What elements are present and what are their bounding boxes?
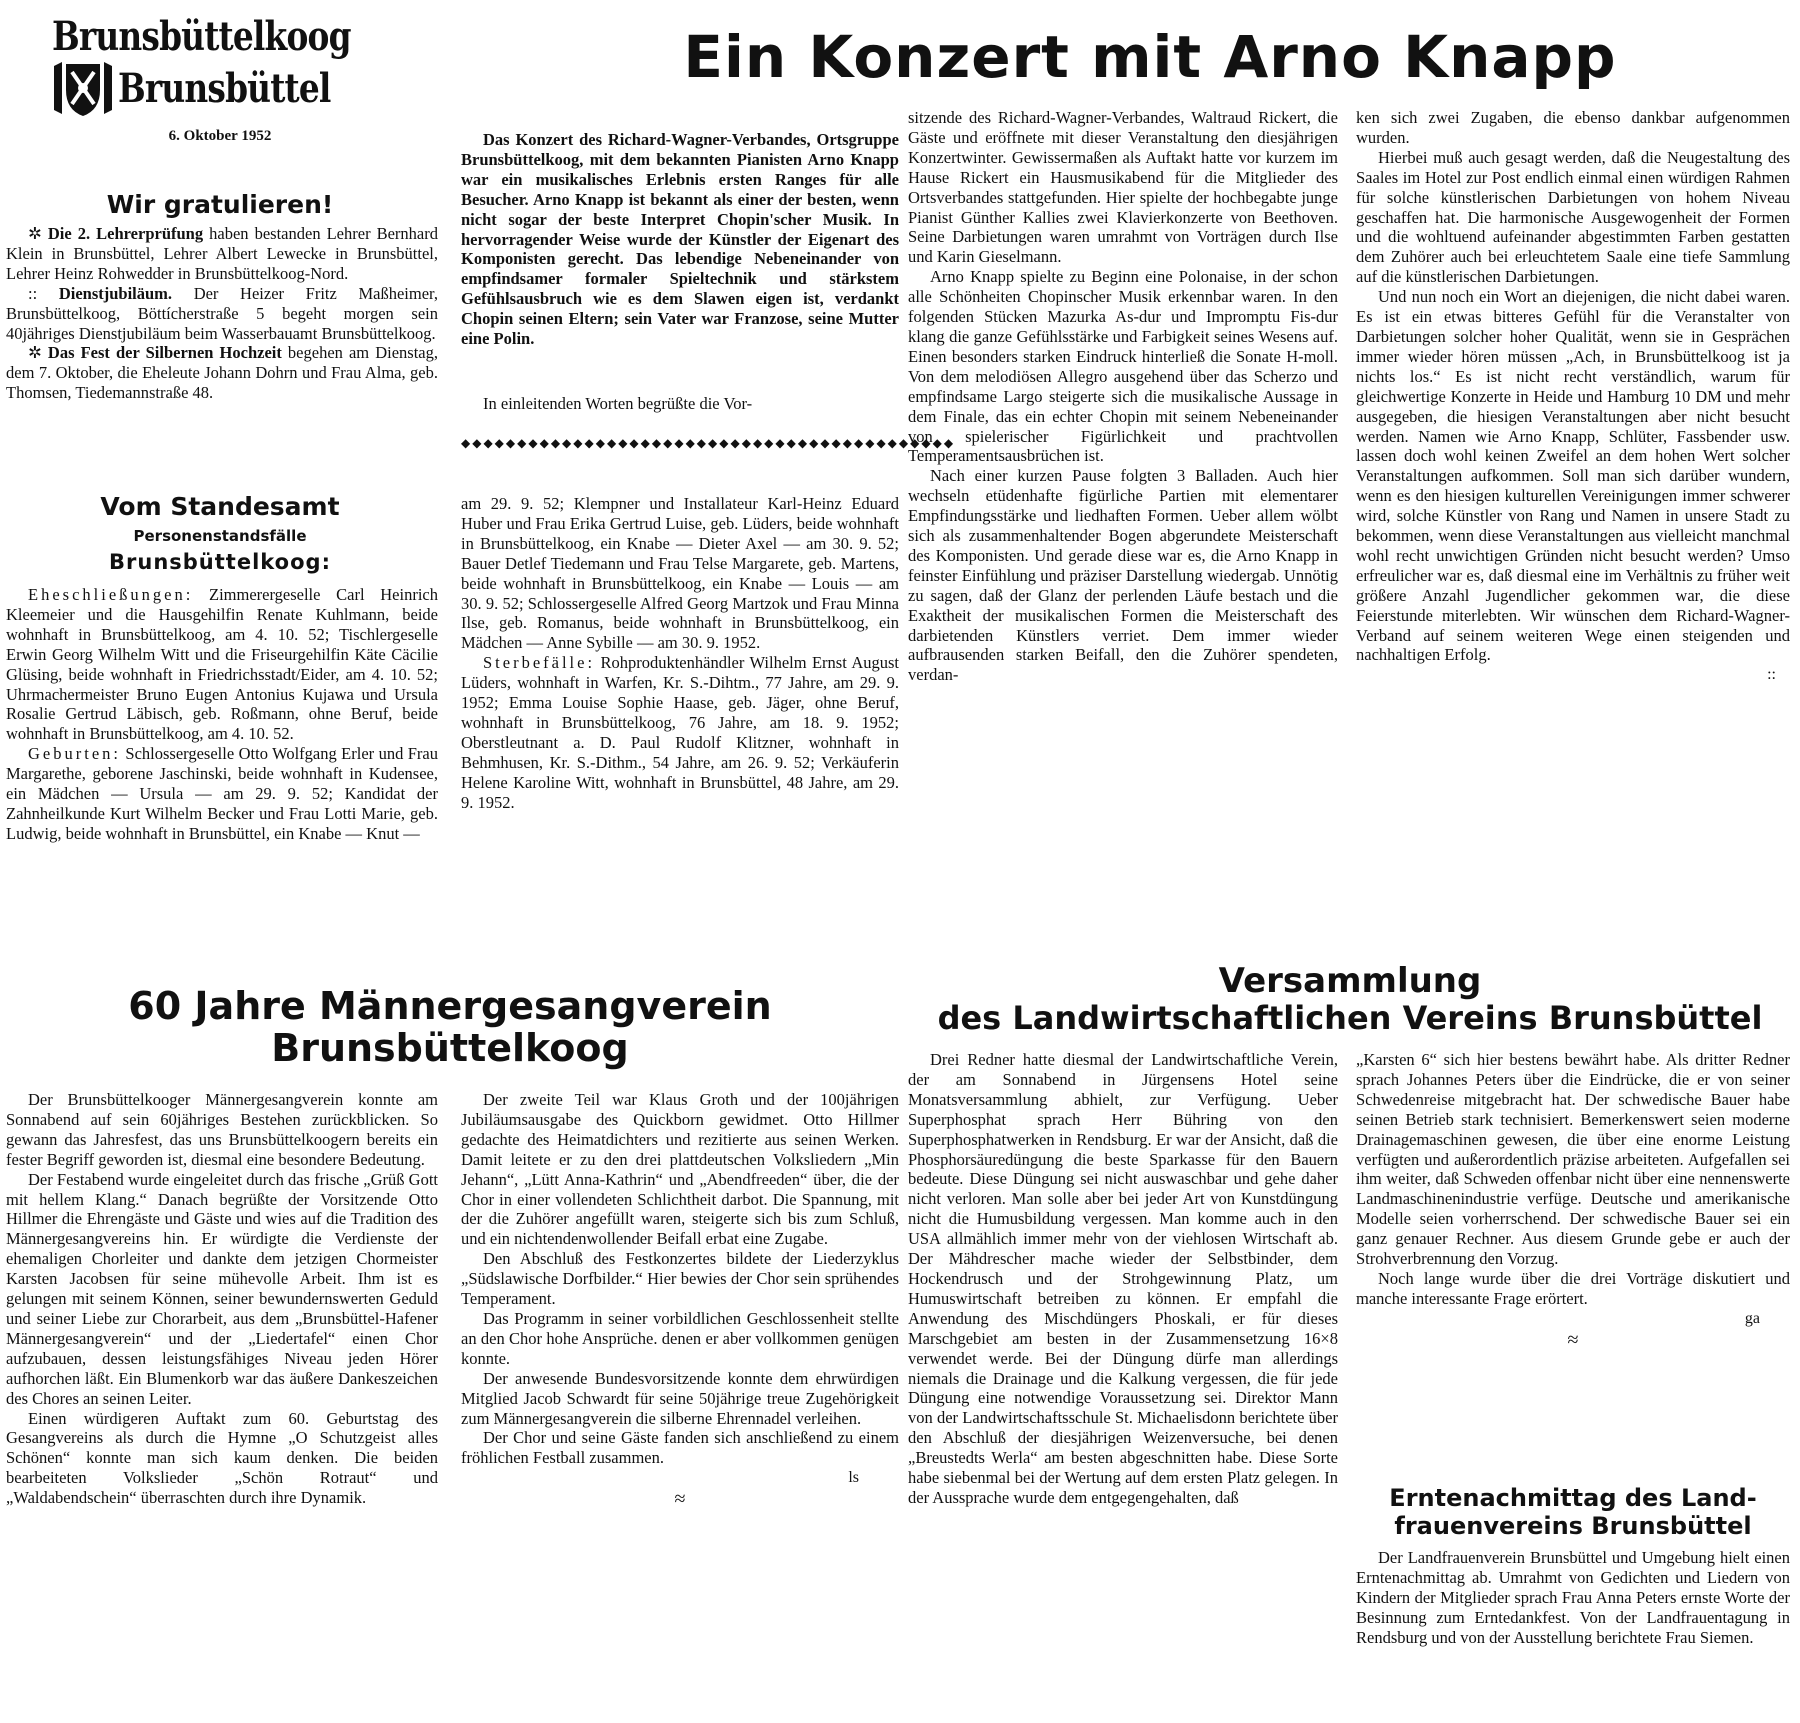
landwirtschaft-col3: [908, 1050, 1338, 1508]
standesamt-entry: Sterbefälle: Rohproduktenhändler Wilhelm Ernst August Lüders, wohnhaft in Warfen, Kr. S.-Dihtm., 77 Jahre, am 29. 9. 1952; Emma Louise Sophie Haase, geb. Jäger, ohne Beruf, wohnhaft in Brunsbüttelkoog, 76 Jahre, am 18. 9. 1952; Oberstleutnant a. D. Paul Rudolf Klitzner, wohnhaft in Behmhusen, Kr. S.-Dithm., 54 Jahre, am 26. 9. 52; Verkäuferin Helene Karoline Witt, wohnhaft in Brunsbüttel, 48 Jahre, am 29. 9. 1952.: [461, 653, 899, 812]
author-signature: ga: [1744, 1309, 1760, 1327]
article-paragraph: Hierbei muß auch gesagt werden, daß die Neugestaltung des Saales im Hotel zur Post endlich einmal einen würdigen Rahmen für solche künstlerischen Darbietungen von hohem Niveau geschaffen hat. Die harmonische Ausgewogenheit der Formen und die wohltuend aufeinander abgestimmten Farben gestatten dem Zuhörer auch bei erleuchtetem Saale eine tiefe Sammlung auf die künstlerischen Darbietungen.: [1356, 147, 1790, 287]
article-paragraph: Der anwesende Bundesvorsitzende konnte dem ehrwürdigen Mitglied Jacob Schwardt für seine 50jährige treue Zugehörigkeit zum Männergesangverein die silberne Ehrennadel verleihen.: [461, 1368, 899, 1428]
article-paragraph: Arno Knapp spielte zu Beginn eine Polonaise, in der schon alle Schönheiten Chopinscher Musik erkennbar waren. In den folgenden Stücken Mazurka As-dur und Impromptu Fis-dur klang die ganze Gefühlsstärke und Farbigkeit seines Wesens auf. Einen besonders starken Eindruck hinterließ die Sonate H-moll. Von dem melodiösen Allegro ausgehend über das Scherzo und empfindsame Largo steigerte sich die musikalische Aussage in dem Finale, das ein echter Chopin mit seinem Nebeneinander von spielerischer Figürlichkeit und prachtvollen Temperamentsausbrüchen ist.: [908, 267, 1338, 466]
headline-line: des Landwirtschaftlichen Vereins Brunsbüttel: [937, 999, 1763, 1037]
article-paragraph: Noch lange wurde über die drei Vorträge diskutiert und manche interessante Frage erörtert.: [1356, 1268, 1790, 1308]
konzert-intro: [461, 130, 899, 349]
author-signature: ls: [848, 1469, 859, 1487]
section-title-standesamt: Vom Standesamt: [100, 492, 340, 521]
article-paragraph: Einen würdigeren Auftakt zum 60. Geburtstag des Gesangvereins als durch die Hymne „O Schutzgeist alles Schönen“ konnte man sich kaum denken. Die beiden bearbeiteten Volkslieder „Schön Rotraut“ und „Waldabendschein“ überraschten durch ihre Dynamik.: [6, 1408, 438, 1508]
article-paragraph: Der Chor und seine Gäste fanden sich anschließend zu einem fröhlichen Festball zusammen.: [461, 1428, 899, 1468]
konzert-col3: [908, 108, 1338, 685]
article-paragraph: ken sich zwei Zugaben, die ebenso dankbar aufgenommen wurden.: [1356, 108, 1790, 147]
headline-konzert: Ein Konzert mit Arno Knapp: [683, 23, 1617, 91]
article-paragraph: Der Festabend wurde eingeleitet durch das frische „Grüß Gott mit hellem Klang.“ Danach begrüßte der Vorsitzende Otto Hillmer die Ehrengäste und Gäste und wies auf die Tradition des Männergesangvereins hin. Er würdigte die Verdienste der ehemaligen Chorleiter und dankte dem jetzigen Chormeister Karsten Jacobsen für seine mühevolle Arbeit. Ihm ist es gelungen mit seinem Können, seiner bewundernswerten Geduld und seiner Liebe zur Chorarbeit, aus dem „Brunsbüttel-Hafener Männergesangverein“ und der „Liedertafel“ einen Chor aufzubauen, dessen leistungsfähiges Niveau jeden Hörer aufhorchen läßt. Ein Blumenkorb war das äußere Dankeszeichen des Chores an seinen Leiter.: [6, 1169, 438, 1408]
standesamt-place: Brunsbüttelkoog:: [109, 550, 331, 574]
headline-line: Brunsbüttelkoog: [271, 1026, 629, 1070]
maennergesang-col2: [461, 1090, 899, 1511]
ornament-divider: ◆◆◆◆◆◆◆◆◆◆◆◆◆◆◆◆◆◆◆◆◆◆◆◆◆◆◆◆◆◆◆◆◆◆◆◆◆◆◆◆◆◆◆◆: [461, 436, 956, 450]
konzert-col2-tail: [461, 394, 899, 414]
headline-line: 60 Jahre Männergesangverein: [128, 984, 772, 1028]
landfrauen-body: [1356, 1548, 1790, 1648]
gratulation-item: ✲ Das Fest der Silbernen Hochzeit begehen am Dienstag, dem 7. Oktober, die Eheleute Johann Dohrn und Frau Alma, geb. Thomsen, Tiedemannstraße 48.: [6, 343, 439, 403]
standesamt-entry: am 29. 9. 52; Klempner und Installateur Karl-Heinz Eduard Huber und Frau Erika Gertrud Luise, geb. Lüders, beide wohnhaft in Brunsbüttelkoog, ein Knabe — Dieter Axel — am 30. 9. 52; Bauer Detlef Tiedemann und Frau Telse Margarete, geb. Martens, beide wohnhaft in Brunsbüttelkoog, ein Knabe — Louis — am 30. 9. 52; Schlossergeselle Alfred Georg Martzok und Frau Minna Ilse, geb. Romanus, beide wohnhaft in Brunsbüttelkoog, ein Mädchen — Anne Sybille — am 30. 9. 1952.: [461, 494, 899, 653]
masthead-line1: Brunsbüttelkoog: [52, 13, 351, 60]
article-paragraph: sitzende des Richard-Wagner-Verbandes, Waltraud Rickert, die Gäste und eröffnete mit dieser Veranstaltung den diesjährigen Konzertwinter. Gewissermaßen als Auftakt hatte vor kurzem im Hause Rickert ein Hausmusikabend für die Mitglieder des Ortsverbandes stattgefunden. Hier spielte der hochbegabte junge Pianist Günther Kallies zwei Klavierkonzerte von Beethoven. Seine Darbietungen waren umrahmt von Vorträgen durch Ilse und Karin Gieselmann.: [908, 108, 1338, 267]
headline-landwirtschaft: [905, 962, 1795, 1036]
gratulation-item: ✲ Die 2. Lehrerprüfung haben bestanden Lehrer Bernhard Klein in Brunsbüttel, Lehrer Albert Lewecke in Brunsbüttel, Lehrer Heinz Rohwedder in Brunsbüttelkoog-Nord.: [6, 224, 438, 283]
masthead-line2: Brunsbüttel: [118, 65, 331, 112]
headline-maennergesang: [0, 985, 900, 1069]
article-paragraph: Nach einer kurzen Pause folgten 3 Balladen. Auch hier wechseln etüdenhafte figürliche Partien mit elementarer Empfindungsstärke und liedhaften Formen. Ueber allem wölbt sich als zusammenhaltender Bogen abgerundete Meisterschaft des Komponisten. Und gerade diese war es, die Arno Knapp in feinster Einfühlung und präziser Darstellung wiedergab. Unnötig zu sagen, daß der Glanz der perlenden Läufe bestach und die Exaktheit der musikalischen Formen die Meisterschaft des darbietenden Künstlers verriet. Dem immer wieder aufbrausenden starken Beifall, den die Zuhörer spendeten, verdan-: [908, 466, 1338, 685]
headline-line: Erntenachmittag des Land-: [1389, 1484, 1757, 1512]
article-end-mark: ::: [1767, 666, 1776, 684]
section-title-gratulieren: Wir gratulieren!: [106, 190, 334, 219]
article-paragraph: Der Brunsbüttelkooger Männergesangverein konnte am Sonnabend auf sein 60jähriges Bestehen zurückblicken. So gewann das Jahresfest, das uns Brunsbüttelkoogern bereits ein fester Begriff geworden ist, diesmal eine besondere Bedeutung.: [6, 1090, 438, 1169]
landwirtschaft-col4: [1356, 1050, 1790, 1352]
masthead: [52, 14, 397, 139]
article-end-mark: ≈: [1567, 1328, 1579, 1351]
coat-of-arms-icon: [52, 60, 114, 118]
article-paragraph: Der zweite Teil war Klaus Groth und der 100jährigen Jubiläumsausgabe des Quickborn gewidmet. Otto Hillmer gedachte des Heimatdichters und rezitierte aus seinen Werken. Damit leitete er zu den drei plattdeutschen Volksliedern „Min Jehann“, „Lütt Anna-Kathrin“ und „Abendfreeden“ über, die der Chor in einer vollendeten Schlichtheit darbot. Die Spannung, mit der die Zuhörer angefüllt waren, steigerte sich bis zum Schluß, und ein nichtendenwollender Beifall erbat eine Zugabe.: [461, 1090, 899, 1249]
headline-line: frauenvereins Brunsbüttel: [1394, 1512, 1752, 1540]
standesamt-entry: Geburten: Schlossergeselle Otto Wolfgang Erler und Frau Margarethe, geborene Jaschinski, beide wohnhaft in Kudensee, ein Mädchen — Ursula — am 29. 9. 52; Kandidat der Zahnheilkunde Kurt Wilhelm Becker und Frau Lotti Marie, geb. Ludwig, beide wohnhaft in Brunsbüttel, ein Knabe — Knut —: [6, 744, 438, 843]
article-paragraph: Drei Redner hatte diesmal der Landwirtschaftliche Verein, der am Sonnabend in Jürgensens Hotel seine Monatsversammlung abhielt, zur Verfügung. Ueber Superphosphat sprach Herr Bühring von den Superphosphatwerken in Rendsburg. Er war der Ansicht, daß die Phosphorsäuredüngung die beste Sparkasse für den Bauern bedeute. Diese Düngung sei nicht auswaschbar und gehe daher nicht verloren. Man solle aber bei jeder Art von Kunstdüngung nicht die Humusbildung vergessen. Man komme auch in den USA allmählich immer mehr von der viehlosen Wirtschaft ab. Der Mähdrescher mache wieder der Selbstbinder, dem Hockendrusch und der Strohgewinnung Platz, um Humuswirtschaft betreiben zu können. Er empfahl die Anwendung des Mischdüngers Phoskali, er für dieses Marschgebiet am besten in der Zusammensetzung 16×8 verwendet werde. Bei der Düngung dürfe man allerdings niemals die Drainage und die Kalkung vergessen, die für jede Düngung eine notwendige Voraussetzung sei. Direktor Mann von der Landwirtschaftsschule St. Michaelisdonn berichtete über den Abschluß der diesjährigen Weizenversuche, bei denen „Breustedts Werla“ am besten abgeschnitten habe. Diese Sorte habe siebenmal bei der Wertung auf dem ersten Platz gelegen. In der Aussprache wurde dem entgegengehalten, daß: [908, 1050, 1338, 1507]
issue-date: 6. Oktober 1952: [168, 128, 272, 144]
konzert-col4: [1356, 108, 1790, 685]
article-paragraph: Der Landfrauenverein Brunsbüttel und Umgebung hielt einen Erntenachmittag ab. Umrahmt von Gedichten und Liedern von Kindern der Mitglieder sprach Frau Anna Peters ernste Worte der Besinnung zum Erntedankfest. Von der Landfrauentagung in Rendsburg und von der Ausstellung berichtete Frau Siemen.: [1356, 1548, 1790, 1647]
article-paragraph: In einleitenden Worten begrüßte die Vor-: [483, 394, 753, 413]
gratulation-item: :: Dienstjubiläum. Der Heizer Fritz Maßheimer, Brunsbüttelkoog, Böttícherstraße 5 begeht morgen sein 40jähriges Dienstjubiläum beim Wasserbauamt Brunsbüttelkoog.: [6, 283, 438, 343]
intro-paragraph: Das Konzert des Richard-Wagner-Verbandes, Ortsgruppe Brunsbüttelkoog, mit dem bekannten Pianisten Arno Knapp war ein musikalisches Erlebnis ersten Ranges für alle Besucher. Arno Knapp ist bekannt als einer der besten, wenn nicht sogar der beste Interpret Chopin'scher Musik. In hervorragender Weise wurde der Künstler der Eigenart des Komponisten gerecht. Das lebendige Nebeneinander von empfindsamer formaler Spieltechnik und stärkstem Gefühlsausbruch wie es dem Slawen eigen ist, verdankt Chopin seinen Eltern; sein Vater war Franzose, seine Mutter eine Polin.: [461, 130, 899, 349]
headline-line: Versammlung: [1218, 961, 1482, 1001]
gratulieren-body: [6, 224, 438, 403]
article-end-mark: ≈: [674, 1488, 686, 1511]
standesamt-col2: [461, 494, 899, 813]
maennergesang-col1: [6, 1090, 438, 1508]
standesamt-entry: Eheschließungen: Zimmerergeselle Carl Heinrich Kleemeier und die Hausgehilfin Renate Kuhlmann, beide wohnhaft in Brunsbüttelkoog, am 4. 10. 52; Tischlergeselle Erwin Georg Wilhelm Witt und die Friseurgehilfin Käte Cäcilie Glüsing, beide wohnhaft in Friedrichsstadt/Eider, am 4. 10. 52; Uhrmachermeister Bruno Eugen Antonius Kujawa und Ursula Rosalie Gertrud Läbisch, geb. Roßmann, ohne Beruf, beide wohnhaft in Brunsbüttelkoog, am 4. 10. 52.: [6, 585, 438, 744]
article-paragraph: Und nun noch ein Wort an diejenigen, die nicht dabei waren. Es ist ein etwas bitteres Gefühl für die Veranstalter von Darbietungen solcher hoher Qualität, wenn sie in Gesprächen immer wieder hören müssen „Ach, in Brunsbüttelkoog ist ja nichts los.“ Es ist nicht recht verständlich, warum für gleichwertige Konzerte in Heide und Hamburg 10 DM und mehr ausgegeben, die hiesigen Veranstaltungen aber nicht besucht werden. Namen wie Arno Knapp, Schlüter, Fassbender usw. lassen doch wohl keinen Zweifel an dem hohen Wert solcher Veranstaltungen aufkommen. Soll man sich darüber wundern, wenn es den hiesigen kulturellen Vereinigungen immer schwerer wird, solche Künstler von Rang und Namen in unsere Stadt zu bekommen, wenn diese Veranstaltungen aus vielleicht manchmal wohl recht unwichtigen Gründen nicht besucht werden? Umso erfreulicher war es, daß diesmal eine im Verhältnis zu früher weit größere Anzahl Jugendlicher gekommen war, die diese Feierstunde miterlebten. Wir wünschen dem Richard-Wagner-Verband auf seinem weiteren Wege einen steigenden und nachhaltigen Erfolg.: [1356, 287, 1790, 665]
article-paragraph: „Karsten 6“ sich hier bestens bewährt habe. Als dritter Redner sprach Johannes Peters über die Eindrücke, die er von seiner Schwedenreise mitgebracht hat. Der schwedische Bauer habe seinen Betrieb stark technisiert. Bemerkenswert seien moderne Drainagemaschinen gewesen, die über eine enorme Leistung verfügten und außerordentlich präzise arbeiteten. Aufgefallen sei ihm weiter, daß Schweden offenbar nicht über eine nennenswerte Landmaschinenindustrie verfüge. Deutsche und amerikanische Modelle seien vorherrschend. Der schwedische Bauer sei ein ganz genauer Rechner. Aus diesem Grunde gebe er auch der Strohverbrennung den Vorzug.: [1356, 1050, 1790, 1269]
standesamt-subtitle: Personenstandsfälle: [133, 527, 307, 545]
standesamt-col1: [6, 585, 438, 844]
article-paragraph: Das Programm in seiner vorbildlichen Geschlossenheit stellte an den Chor hohe Ansprüche. denen er aber vollkommen genügen konnte.: [461, 1308, 899, 1368]
article-paragraph: Den Abschluß des Festkonzertes bildete der Liederzyklus „Südslawische Dorfbilder.“ Hier bewies der Chor sein sprühendes Temperament.: [461, 1249, 899, 1309]
headline-landfrauen: [1356, 1484, 1790, 1540]
